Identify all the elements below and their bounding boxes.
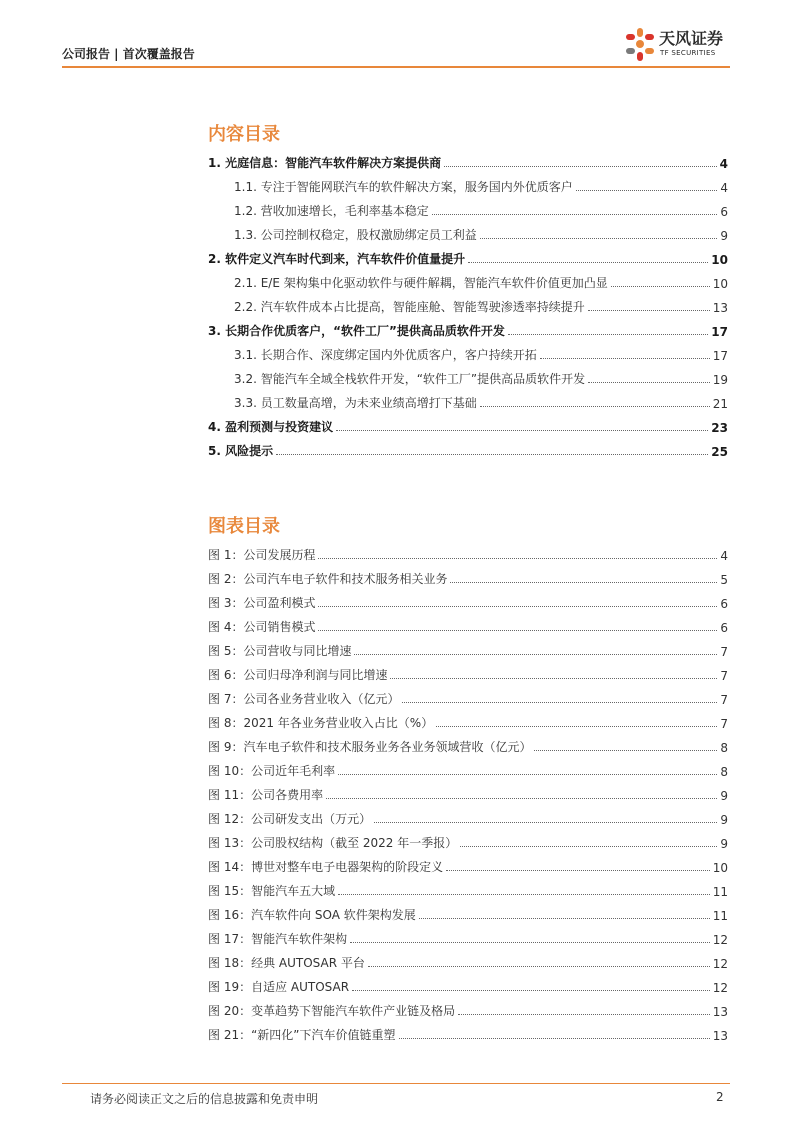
toc-entry[interactable]: 1.3. 公司控制权稳定，股权激励绑定员工利益 9 xyxy=(234,228,728,243)
figure-entry[interactable]: 图 3：公司盈利模式 6 xyxy=(208,596,728,611)
figure-entry[interactable]: 图 10：公司近年毛利率 8 xyxy=(208,764,728,779)
disclaimer-text: 请务必阅读正文之后的信息披露和免责申明 xyxy=(90,1092,319,1106)
figure-entry[interactable]: 图 9：汽车电子软件和技术服务业务各业务领域营收（亿元） 8 xyxy=(208,740,728,755)
figure-entry[interactable]: 图 13：公司股权结构（截至 2022 年一季报） 9 xyxy=(208,836,728,851)
brand-flower-icon xyxy=(623,22,657,68)
figure-entry[interactable]: 图 17：智能汽车软件架构 12 xyxy=(208,932,728,947)
toc-entry[interactable]: 3. 长期合作优质客户，“软件工厂”提供高品质软件开发 17 xyxy=(208,324,728,339)
figure-entry[interactable]: 图 8：2021 年各业务营业收入占比（%） 7 xyxy=(208,716,728,731)
header-divider xyxy=(62,66,730,68)
toc-entry[interactable]: 3.3. 员工数量高增，为未来业绩高增打下基础 21 xyxy=(234,396,728,411)
figure-entry[interactable]: 图 5：公司营收与同比增速 7 xyxy=(208,644,728,659)
toc-entry[interactable]: 2.2. 汽车软件成本占比提高，智能座舱、智能驾驶渗透率持续提升 13 xyxy=(234,300,728,315)
toc-entry[interactable]: 4. 盈利预测与投资建议 23 xyxy=(208,420,728,435)
figure-entry[interactable]: 图 20：变革趋势下智能汽车软件产业链及格局 13 xyxy=(208,1004,728,1019)
toc-entry[interactable]: 3.1. 长期合作、深度绑定国内外优质客户，客户持续开拓 17 xyxy=(234,348,728,363)
contents-title: 内容目录 xyxy=(208,124,280,145)
figure-entry[interactable]: 图 21：“新四化”下汽车价值链重塑 13 xyxy=(208,1028,728,1043)
figures-title: 图表目录 xyxy=(208,516,280,537)
toc-entry[interactable]: 1.1. 专注于智能网联汽车的软件解决方案，服务国内外优质客户 4 xyxy=(234,180,728,195)
figure-entry[interactable]: 图 7：公司各业务营业收入（亿元） 7 xyxy=(208,692,728,707)
footer-divider xyxy=(62,1083,730,1084)
brand-name: 天风证券 xyxy=(659,29,724,48)
figure-entry[interactable]: 图 4：公司销售模式 6 xyxy=(208,620,728,635)
figure-entry[interactable]: 图 16：汽车软件向 SOA 软件架构发展 11 xyxy=(208,908,728,923)
page-number: 2 xyxy=(716,1090,724,1104)
report-type-label: 公司报告 | 首次覆盖报告 xyxy=(62,47,195,61)
brand-logo xyxy=(623,22,743,68)
toc-entry[interactable]: 2. 软件定义汽车时代到来，汽车软件价值量提升 10 xyxy=(208,252,728,267)
figure-entry[interactable]: 图 14：博世对整车电子电器架构的阶段定义 10 xyxy=(208,860,728,875)
toc-entry[interactable]: 1. 光庭信息：智能汽车软件解决方案提供商 4 xyxy=(208,156,728,171)
figure-entry[interactable]: 图 6：公司归母净利润与同比增速 7 xyxy=(208,668,728,683)
toc-entry[interactable]: 3.2. 智能汽车全域全栈软件开发，“软件工厂”提供高品质软件开发 19 xyxy=(234,372,728,387)
toc-entry[interactable]: 1.2. 营收加速增长，毛利率基本稳定 6 xyxy=(234,204,728,219)
figure-entry[interactable]: 图 19：自适应 AUTOSAR 12 xyxy=(208,980,728,995)
figure-entry[interactable]: 图 15：智能汽车五大域 11 xyxy=(208,884,728,899)
brand-subtitle: TF SECURITIES xyxy=(660,49,716,57)
figure-entry[interactable]: 图 11：公司各费用率 9 xyxy=(208,788,728,803)
figure-entry[interactable]: 图 18：经典 AUTOSAR 平台 12 xyxy=(208,956,728,971)
figure-entry[interactable]: 图 1：公司发展历程 4 xyxy=(208,548,728,563)
toc-entry[interactable]: 5. 风险提示 25 xyxy=(208,444,728,459)
figure-entry[interactable]: 图 12：公司研发支出（万元） 9 xyxy=(208,812,728,827)
figure-entry[interactable]: 图 2：公司汽车电子软件和技术服务相关业务 5 xyxy=(208,572,728,587)
toc-entry[interactable]: 2.1. E/E 架构集中化驱动软件与硬件解耦，智能汽车软件价值更加凸显 10 xyxy=(234,276,728,291)
